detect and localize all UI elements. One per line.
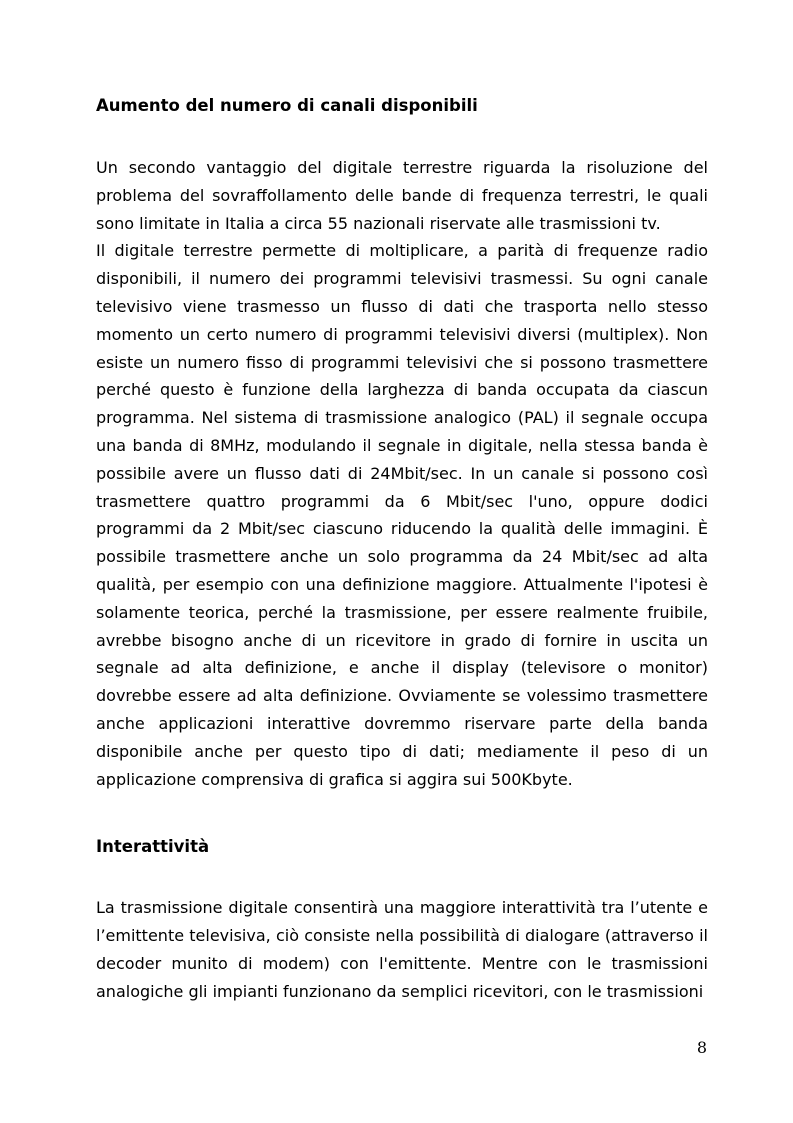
paragraph: Il digitale terrestre permette di moltiplicare, a parità di frequenze radio disponibili, il numero dei programmi televisivi trasmessi. Su ogni canale televisivo viene trasmesso un flusso di dati che trasporta nello stesso momento un certo numero di programmi televisivi diversi (multiplex). Non esiste un numero fisso di programmi televisivi che si possono trasmettere perché questo è funzione della larghezza di banda occupata da ciascun programma. Nel sistema di trasmissione analogico (PAL) il segnale occupa una banda di 8MHz, modulando il segnale in digitale, nella stessa banda è possibile avere un flusso dati di 24Mbit/sec. In un canale si possono così trasmettere quattro programmi da 6 Mbit/sec l'uno, oppure dodici programmi da 2 Mbit/sec ciascuno riducendo la qualità delle immagini. È possibile trasmettere anche un solo programma da 24 Mbit/sec ad alta qualità, per esempio con una definizione maggiore. Attualmente l'ipotesi è solamente teorica, perché la trasmissione, per essere realmente fruibile, avrebbe bisogno anche di un ricevitore in grado di fornire in uscita un segnale ad alta definizione, e anche il display (televisore o monitor) dovrebbe essere ad alta definizione. Ovviamente se volessimo trasmettere anche applicazioni interattive dovremmo riservare parte della banda disponibile anche per questo tipo di dati; mediamente il peso di un applicazione comprensiva di grafica si aggira sui 500Kbyte.	[96, 241, 708, 789]
document-page	[96, 92, 708, 1006]
section-heading-aumento: Aumento del numero di canali disponibili	[96, 96, 478, 115]
page-number: 8	[696, 1038, 707, 1057]
paragraph: La trasmissione digitale consentirà una maggiore interattività tra l’utente e l’emittente televisiva, ciò consiste nella possibilità di dialogare (attraverso il decoder munito di modem) con l'emittente. Mentre con le trasmissioni analogiche gli impianti funzionano da semplici ricevitori, con le trasmissioni	[96, 898, 708, 1001]
paragraph: Un secondo vantaggio del digitale terrestre riguarda la risoluzione del problema del sovraffollamento delle bande di frequenza terrestri, le quali sono limitate in Italia a circa 55 nazionali riservate alle trasmissioni tv.	[96, 158, 708, 233]
section-heading-interattivita: Interattività	[96, 837, 210, 857]
